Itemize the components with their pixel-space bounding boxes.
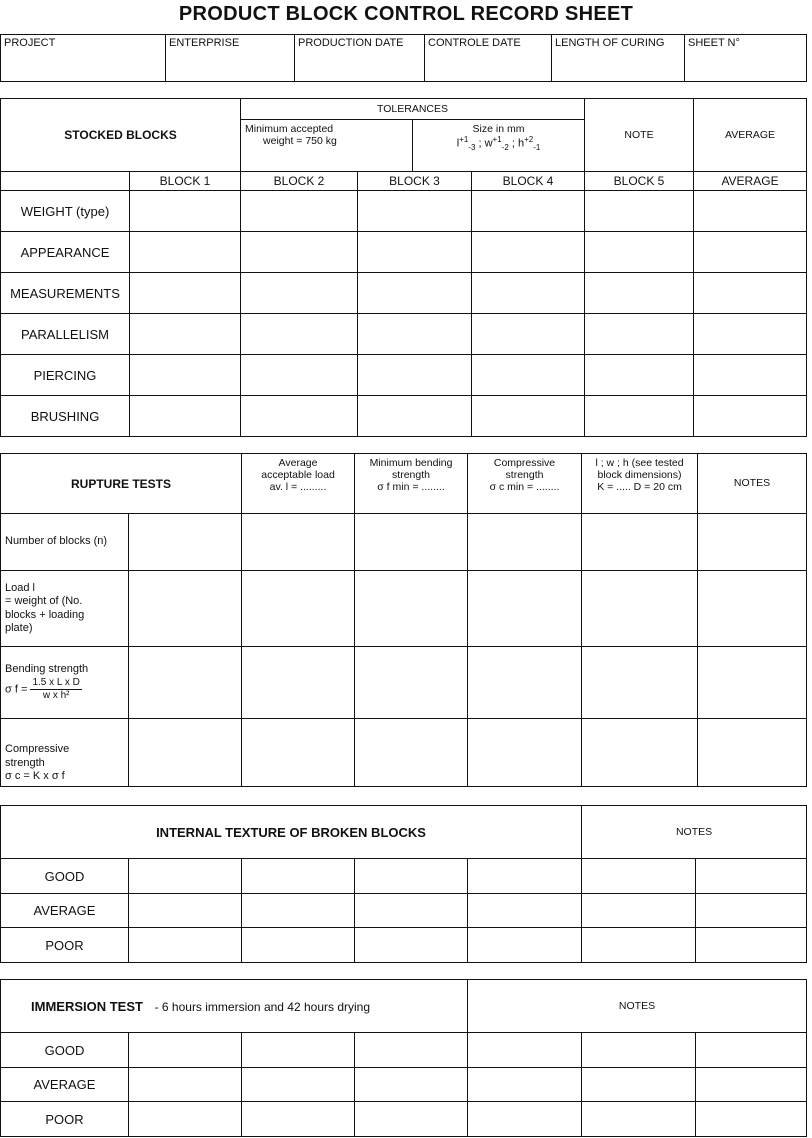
compressive-line1: Compressive [5, 743, 70, 756]
table-row [1, 514, 807, 571]
bending-formula-fraction [30, 677, 81, 702]
bending-formula-num: 1.5 x L x D [32, 676, 80, 688]
table-row [1, 647, 807, 719]
load-line4: plate) [5, 621, 33, 634]
row-bending-strength-label [1, 647, 129, 719]
size-tolerance [413, 120, 585, 172]
col-block-2: BLOCK 2 [241, 172, 358, 191]
controle-date-field[interactable]: CONTROLE DATE [425, 35, 552, 82]
compr-line2: strength [505, 469, 544, 482]
min-bend-line1: Minimum bending [369, 457, 453, 469]
immersion-test-table [0, 979, 807, 1137]
sheet-number-field[interactable]: SHEET N° [685, 35, 807, 82]
row-compressive-strength-label [1, 719, 129, 787]
project-field[interactable]: PROJECT [1, 35, 166, 82]
min-bend-line2: strength [392, 469, 430, 482]
immersion-row-average: AVERAGE [1, 1068, 129, 1102]
col-average: AVERAGE [694, 172, 807, 191]
dimensions-heading [582, 454, 698, 514]
row-load-label [1, 571, 129, 647]
page-title: PRODUCT BLOCK CONTROL RECORD SHEET [178, 3, 634, 25]
avg-load-line1: Average [278, 457, 318, 469]
col-block-4: BLOCK 4 [472, 172, 585, 191]
table-row [1, 719, 807, 787]
texture-row-average: AVERAGE [1, 894, 129, 928]
production-date-field[interactable]: PRODUCTION DATE [295, 35, 425, 82]
average-heading: AVERAGE [694, 99, 807, 172]
table-row [1, 273, 807, 314]
stocked-blocks-title: STOCKED BLOCKS [1, 99, 241, 172]
header-table [0, 34, 807, 82]
row-brushing-label: BRUSHING [1, 396, 130, 437]
tolerances-heading: TOLERANCES [241, 99, 585, 120]
internal-texture-table [0, 805, 807, 963]
row-appearance-label: APPEARANCE [1, 232, 130, 273]
immersion-row-good: GOOD [1, 1033, 129, 1068]
table-row [1, 191, 807, 232]
load-line1: Load l [5, 582, 35, 595]
col-block-1: BLOCK 1 [130, 172, 241, 191]
min-weight-line1: Minimum accepted [245, 123, 334, 135]
row-weight-label: WEIGHT (type) [1, 191, 130, 232]
size-tolerance-formula: $l^{+1}_{-3}$ ; $w^{+1}_{-2}$ ; $h^{+2}_{-1}$ [456, 135, 541, 152]
row-number-of-blocks-label: Number of blocks (n) [1, 514, 129, 571]
table-row [1, 928, 807, 963]
table-row [1, 1068, 807, 1102]
texture-row-poor: POOR [1, 928, 129, 963]
bending-formula-lhs: σ f = [5, 683, 28, 695]
row-parallelism-label: PARALLELISM [1, 314, 130, 355]
internal-texture-title: INTERNAL TEXTURE OF BROKEN BLOCKS [1, 806, 582, 859]
bending-title: Bending strength [5, 663, 89, 676]
lwh-line1: l ; w ; h (see tested [595, 457, 684, 469]
stocked-blocks-table [0, 98, 807, 437]
col-block-3: BLOCK 3 [358, 172, 472, 191]
immersion-row-poor: POOR [1, 1102, 129, 1137]
compressive-line2: strength [5, 756, 45, 769]
row-measurements-label: MEASUREMENTS [1, 273, 130, 314]
table-row [1, 859, 807, 894]
texture-row-good: GOOD [1, 859, 129, 894]
rupture-tests-title: RUPTURE TESTS [1, 454, 242, 514]
table-row [1, 1033, 807, 1068]
load-line2: = weight of (No. [5, 595, 83, 608]
table-row [1, 396, 807, 437]
table-row [1, 355, 807, 396]
table-row [1, 314, 807, 355]
col-block-5: BLOCK 5 [585, 172, 694, 191]
table-row [1, 1102, 807, 1137]
bending-formula-den: w x h² [42, 689, 70, 701]
enterprise-field[interactable]: ENTERPRISE [166, 35, 295, 82]
table-row [1, 571, 807, 647]
load-line3: blocks + loading [5, 608, 85, 621]
avg-load-line3: av. l = ......... [269, 481, 327, 494]
immersion-test-subtitle: - 6 hours immersion and 42 hours drying [154, 999, 371, 1014]
avg-load-heading [242, 454, 355, 514]
bending-formula [5, 677, 128, 702]
rupture-tests-table [0, 453, 807, 787]
size-label: Size in mm [472, 123, 525, 135]
row-piercing-label: PIERCING [1, 355, 130, 396]
min-bend-line3: σ f min = ........ [377, 481, 445, 494]
lwh-line3: K = ..... D = 20 cm [597, 481, 682, 494]
length-of-curing-field[interactable]: LENGTH OF CURING [552, 35, 685, 82]
avg-load-line2: acceptable load [261, 469, 335, 482]
min-bending-heading [355, 454, 468, 514]
table-row [1, 232, 807, 273]
compressive-line3: σ c = K x σ f [5, 769, 65, 782]
immersion-notes-heading: NOTES [468, 980, 807, 1033]
table-row [1, 894, 807, 928]
note-heading: NOTE [585, 99, 694, 172]
compressive-heading [468, 454, 582, 514]
min-weight-tolerance [241, 120, 413, 172]
texture-notes-heading: NOTES [582, 806, 807, 859]
compr-line1: Compressive [493, 457, 556, 469]
immersion-test-heading [1, 980, 468, 1033]
immersion-test-title: IMMERSION TEST [31, 998, 143, 1014]
rupture-notes-heading: NOTES [698, 454, 807, 514]
lwh-line2: block dimensions) [597, 469, 682, 482]
compr-line3: σ c min = ........ [489, 481, 560, 494]
min-weight-line2: weight = 750 kg [263, 135, 337, 148]
